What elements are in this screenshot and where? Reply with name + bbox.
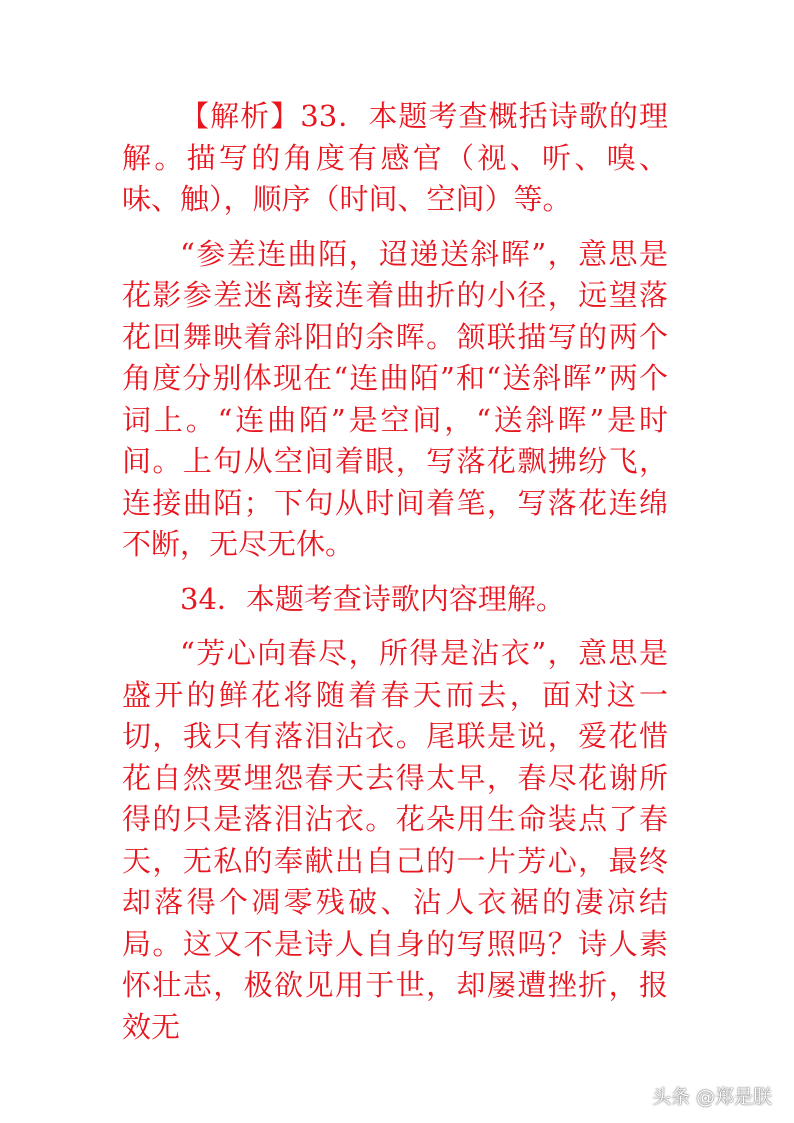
paragraph-analysis-33-intro: 【解析】33．本题考查概括诗歌的理解。描写的角度有感官（视、听、嗅、味、触），顺序（时间、空间）等。 — [122, 99, 668, 216]
paragraph-final-couplet: “芳心向春尽，所得是沾衣”，意思是盛开的鲜花将随着春天而去，面对这一切，我只有落泪沾衣。尾联是说，爱花惜花自然要埋怨春天去得太早，春尽花谢所得的只是落泪沾衣。花朵用生命装点了春天，无私的奉献出自己的一片芳心，最终却落得个凋零残破、沾人衣裾的凄凉结局。这又不是诗人自身的写照吗？诗人素怀壮志，极欲见用于世，却屡遭挫折，报效无 — [122, 636, 668, 1044]
paragraph-couplet-explanation: “参差连曲陌，迢递送斜晖”，意思是花影参差迷离接连着曲折的小径，远望落花回舞映着斜阳的余晖。颔联描写的两个角度分别体现在“连曲陌”和“送斜晖”两个词上。“连曲陌”是空间，“送斜晖”是时间。上句从空间着眼，写落花飘拂纷飞，连接曲陌；下句从时间着笔，写落花连绵不断，无尽无休。 — [122, 236, 668, 561]
paragraph-question-34: 34．本题考查诗歌内容理解。 — [180, 581, 565, 616]
watermark-label: 头条 @郑是朕 — [652, 1086, 773, 1108]
document-body — [122, 96, 668, 1048]
